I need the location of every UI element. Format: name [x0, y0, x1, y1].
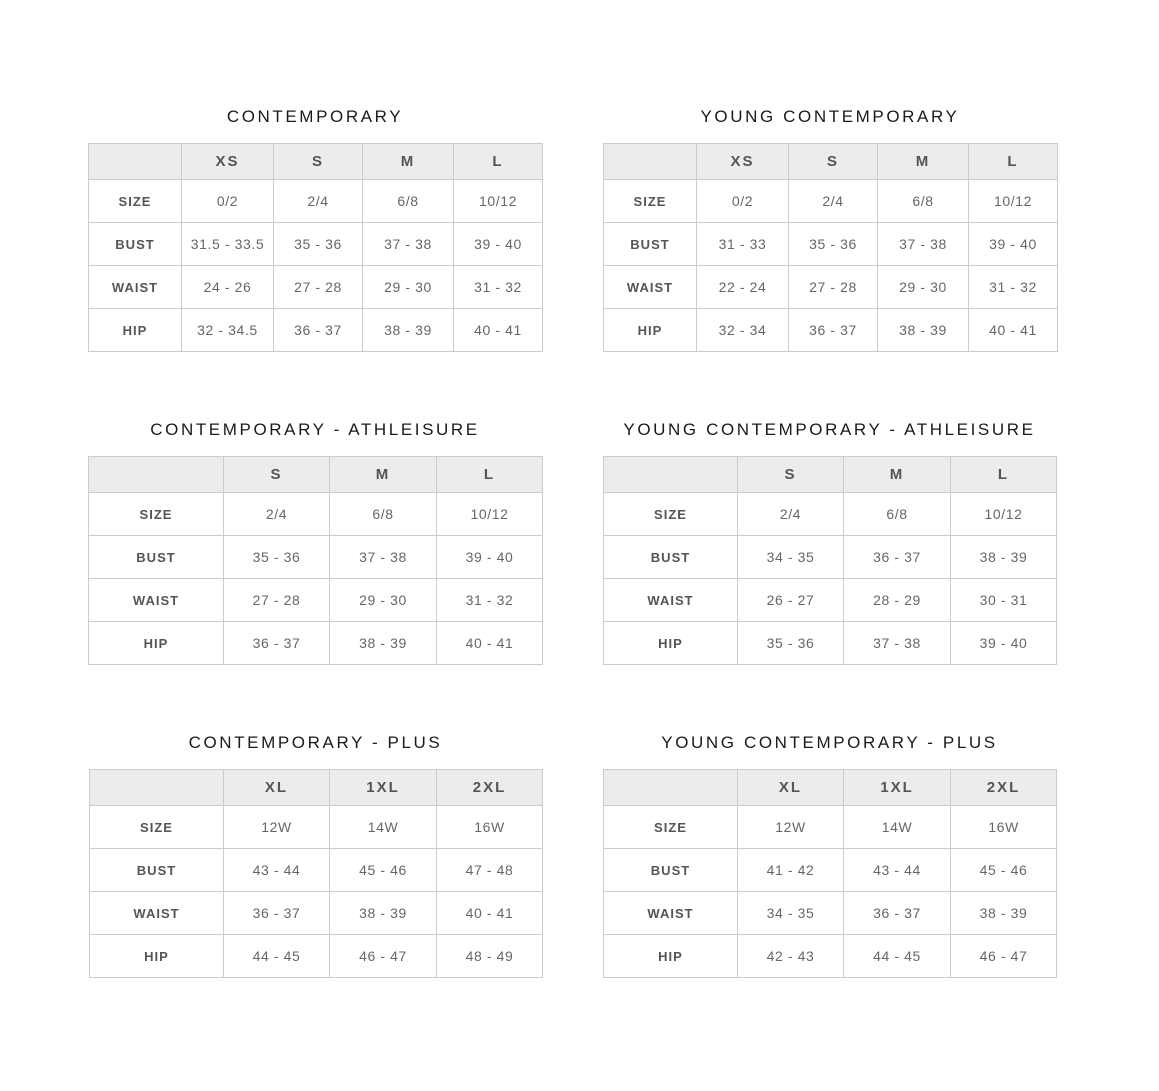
table-row [604, 536, 1057, 579]
size-header: 2XL [951, 770, 1057, 806]
size-header: L [951, 457, 1057, 493]
table-row [90, 849, 543, 892]
table-cell: 27 - 28 [789, 266, 878, 309]
size-header: M [330, 457, 437, 493]
chart-title: CONTEMPORARY - ATHLEISURE [150, 420, 480, 439]
size-header: XL [224, 770, 330, 806]
table-cell: 6/8 [330, 493, 437, 536]
table-cell: 36 - 37 [274, 309, 363, 352]
table-cell: 10/12 [969, 180, 1058, 223]
row-label: WAIST [90, 892, 224, 935]
size-header: L [437, 457, 543, 493]
chart-title: YOUNG CONTEMPORARY - ATHLEISURE [623, 420, 1036, 439]
chart-title: YOUNG CONTEMPORARY - PLUS [661, 733, 998, 752]
table-cell: 38 - 39 [363, 309, 454, 352]
table-row [89, 180, 543, 223]
table-row [89, 493, 543, 536]
row-label: BUST [89, 536, 224, 579]
table-row [90, 892, 543, 935]
size-header: XS [697, 144, 789, 180]
table-cell: 40 - 41 [437, 892, 543, 935]
size-table [88, 456, 543, 665]
size-header: 2XL [437, 770, 543, 806]
table-cell: 28 - 29 [844, 579, 951, 622]
row-label: HIP [604, 935, 738, 978]
table-cell: 35 - 36 [789, 223, 878, 266]
row-label: SIZE [604, 180, 697, 223]
table-row [604, 223, 1058, 266]
table-row [89, 622, 543, 665]
header-row [604, 457, 1057, 493]
size-header: S [789, 144, 878, 180]
table-cell: 12W [738, 806, 844, 849]
table-cell: 29 - 30 [363, 266, 454, 309]
table-cell: 37 - 38 [330, 536, 437, 579]
table-cell: 48 - 49 [437, 935, 543, 978]
row-label: HIP [89, 309, 182, 352]
size-header: S [738, 457, 844, 493]
header-row [90, 770, 543, 806]
row-label: WAIST [604, 579, 738, 622]
row-label: SIZE [89, 493, 224, 536]
row-label: WAIST [89, 579, 224, 622]
table-cell: 31 - 32 [454, 266, 543, 309]
table-cell: 40 - 41 [454, 309, 543, 352]
table-cell: 31 - 32 [437, 579, 543, 622]
row-label: BUST [90, 849, 224, 892]
table-cell: 45 - 46 [330, 849, 437, 892]
table-cell: 10/12 [454, 180, 543, 223]
corner-cell [604, 144, 697, 180]
table-cell: 46 - 47 [951, 935, 1057, 978]
size-header: XS [182, 144, 274, 180]
size-header: M [363, 144, 454, 180]
table-cell: 39 - 40 [454, 223, 543, 266]
table-cell: 36 - 37 [844, 536, 951, 579]
table-cell: 39 - 40 [951, 622, 1057, 665]
table-row [604, 622, 1057, 665]
table-cell: 2/4 [738, 493, 844, 536]
table-cell: 6/8 [363, 180, 454, 223]
table-cell: 37 - 38 [363, 223, 454, 266]
table-cell: 36 - 37 [224, 622, 330, 665]
table-row [604, 309, 1058, 352]
table-cell: 42 - 43 [738, 935, 844, 978]
row-label: HIP [90, 935, 224, 978]
table-cell: 12W [224, 806, 330, 849]
corner-cell [90, 770, 224, 806]
size-header: 1XL [330, 770, 437, 806]
table-row [604, 935, 1057, 978]
table-cell: 14W [330, 806, 437, 849]
row-label: BUST [89, 223, 182, 266]
row-label: SIZE [604, 493, 738, 536]
table-cell: 29 - 30 [330, 579, 437, 622]
size-header: L [454, 144, 543, 180]
table-cell: 16W [437, 806, 543, 849]
table-cell: 41 - 42 [738, 849, 844, 892]
table-cell: 24 - 26 [182, 266, 274, 309]
table-row [604, 892, 1057, 935]
table-cell: 27 - 28 [274, 266, 363, 309]
table-cell: 6/8 [878, 180, 969, 223]
table-cell: 10/12 [437, 493, 543, 536]
table-cell: 36 - 37 [789, 309, 878, 352]
table-cell: 45 - 46 [951, 849, 1057, 892]
table-row [89, 266, 543, 309]
row-label: BUST [604, 536, 738, 579]
table-cell: 30 - 31 [951, 579, 1057, 622]
table-cell: 38 - 39 [878, 309, 969, 352]
table-cell: 36 - 37 [844, 892, 951, 935]
table-cell: 29 - 30 [878, 266, 969, 309]
chart-title: CONTEMPORARY - PLUS [188, 733, 443, 752]
row-label: WAIST [604, 266, 697, 309]
row-label: HIP [89, 622, 224, 665]
table-cell: 38 - 39 [951, 536, 1057, 579]
table-row [604, 266, 1058, 309]
table-row [604, 180, 1058, 223]
table-cell: 26 - 27 [738, 579, 844, 622]
row-label: SIZE [89, 180, 182, 223]
table-cell: 32 - 34.5 [182, 309, 274, 352]
table-cell: 43 - 44 [224, 849, 330, 892]
table-row [90, 935, 543, 978]
table-cell: 40 - 41 [437, 622, 543, 665]
row-label: WAIST [89, 266, 182, 309]
row-label: HIP [604, 622, 738, 665]
table-cell: 6/8 [844, 493, 951, 536]
corner-cell [604, 770, 738, 806]
chart-title: CONTEMPORARY [226, 107, 404, 126]
table-row [604, 579, 1057, 622]
table-cell: 39 - 40 [437, 536, 543, 579]
chart-title: YOUNG CONTEMPORARY [700, 107, 960, 126]
table-cell: 38 - 39 [951, 892, 1057, 935]
header-row [89, 457, 543, 493]
table-cell: 34 - 35 [738, 536, 844, 579]
table-row [89, 536, 543, 579]
table-cell: 31.5 - 33.5 [182, 223, 274, 266]
table-cell: 47 - 48 [437, 849, 543, 892]
table-row [89, 223, 543, 266]
corner-cell [89, 457, 224, 493]
table-cell: 37 - 38 [878, 223, 969, 266]
size-header: L [969, 144, 1058, 180]
row-label: SIZE [604, 806, 738, 849]
table-cell: 0/2 [697, 180, 789, 223]
table-cell: 14W [844, 806, 951, 849]
table-row [89, 579, 543, 622]
size-header: 1XL [844, 770, 951, 806]
size-table [603, 456, 1057, 665]
table-cell: 44 - 45 [224, 935, 330, 978]
table-cell: 27 - 28 [224, 579, 330, 622]
table-cell: 35 - 36 [274, 223, 363, 266]
table-cell: 43 - 44 [844, 849, 951, 892]
corner-cell [89, 144, 182, 180]
table-cell: 32 - 34 [697, 309, 789, 352]
table-cell: 16W [951, 806, 1057, 849]
size-header: S [224, 457, 330, 493]
table-cell: 2/4 [789, 180, 878, 223]
table-cell: 44 - 45 [844, 935, 951, 978]
table-cell: 10/12 [951, 493, 1057, 536]
table-row [604, 806, 1057, 849]
table-cell: 34 - 35 [738, 892, 844, 935]
table-cell: 40 - 41 [969, 309, 1058, 352]
table-cell: 38 - 39 [330, 892, 437, 935]
table-cell: 37 - 38 [844, 622, 951, 665]
corner-cell [604, 457, 738, 493]
size-header: M [844, 457, 951, 493]
header-row [604, 144, 1058, 180]
table-cell: 0/2 [182, 180, 274, 223]
table-cell: 31 - 32 [969, 266, 1058, 309]
table-row [604, 849, 1057, 892]
size-table [88, 143, 543, 352]
size-table [603, 143, 1058, 352]
header-row [604, 770, 1057, 806]
table-cell: 38 - 39 [330, 622, 437, 665]
table-cell: 2/4 [224, 493, 330, 536]
row-label: HIP [604, 309, 697, 352]
table-cell: 31 - 33 [697, 223, 789, 266]
size-header: S [274, 144, 363, 180]
table-cell: 36 - 37 [224, 892, 330, 935]
table-cell: 22 - 24 [697, 266, 789, 309]
size-header: XL [738, 770, 844, 806]
size-header: M [878, 144, 969, 180]
row-label: SIZE [90, 806, 224, 849]
table-cell: 46 - 47 [330, 935, 437, 978]
row-label: BUST [604, 223, 697, 266]
table-cell: 39 - 40 [969, 223, 1058, 266]
size-table [603, 769, 1057, 978]
table-row [90, 806, 543, 849]
table-cell: 35 - 36 [224, 536, 330, 579]
table-cell: 2/4 [274, 180, 363, 223]
header-row [89, 144, 543, 180]
size-table [89, 769, 543, 978]
table-row [89, 309, 543, 352]
table-cell: 35 - 36 [738, 622, 844, 665]
table-row [604, 493, 1057, 536]
row-label: BUST [604, 849, 738, 892]
row-label: WAIST [604, 892, 738, 935]
